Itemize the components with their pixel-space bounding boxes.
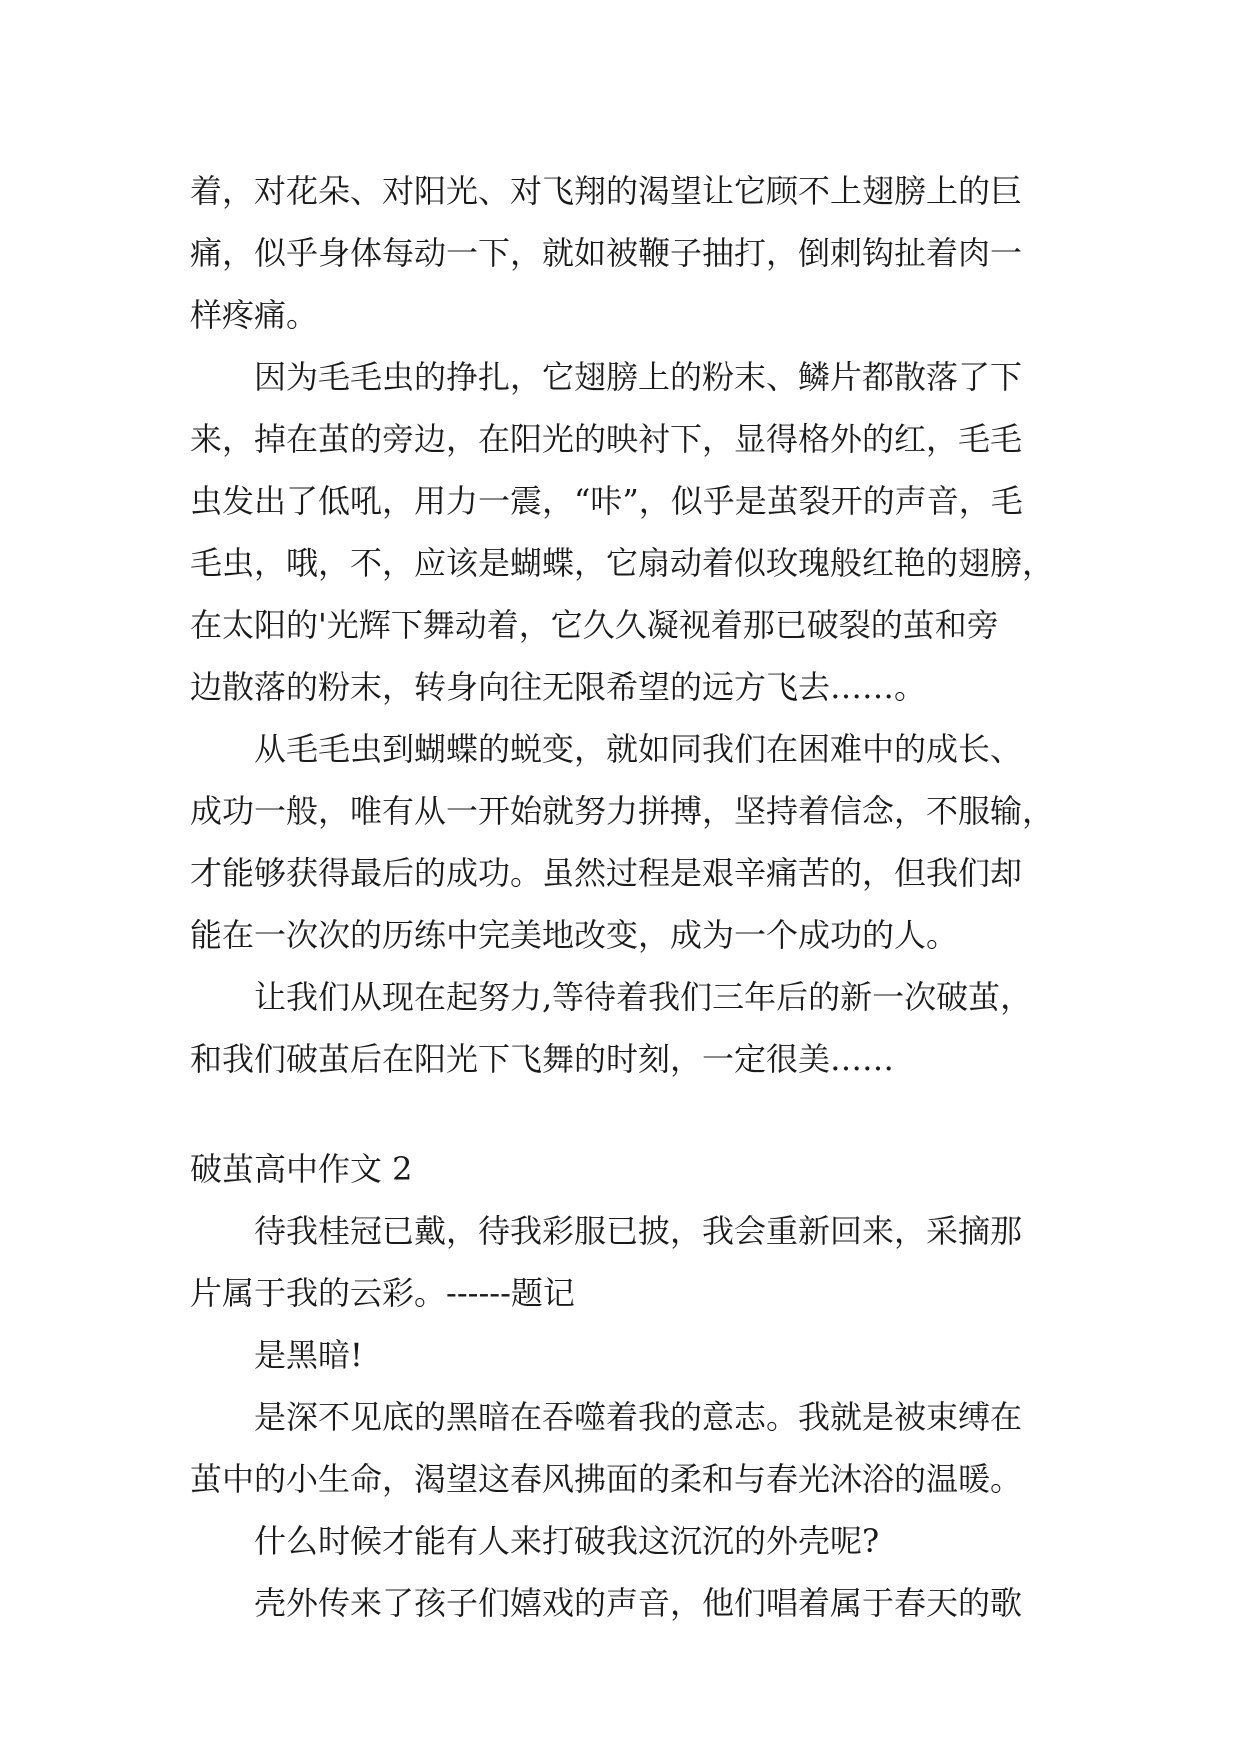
text-line: 能在一次次的历练中完美地改变，成为一个成功的人。 [190, 916, 959, 954]
paragraph [190, 1572, 1060, 1634]
paragraph [190, 1510, 1060, 1572]
text-line: 壳外传来了孩子们嬉戏的声音，他们唱着属于春天的歌 [254, 1584, 1023, 1622]
section-title: 破茧高中作文 2 [190, 1150, 413, 1188]
text-line: 样疼痛。 [190, 296, 319, 334]
text-line: 和我们破茧后在阳光下飞舞的时刻，一定很美…… [190, 1040, 895, 1078]
text-line: 虫发出了低吼，用力一震，“咔”，似乎是茧裂开的声音，毛 [190, 482, 1023, 520]
text-line: 片属于我的云彩。------题记 [190, 1274, 575, 1312]
text-line: 毛虫，哦，不，应该是蝴蝶，它扇动着似玫瑰般红艳的翅膀， [190, 544, 1055, 582]
text-line: 着，对花朵、对阳光、对飞翔的渴望让它顾不上翅膀上的巨 [190, 172, 1023, 210]
text-line: 边散落的粉末，转身向往无限希望的远方飞去……。 [190, 668, 927, 706]
text-line: 茧中的小生命，渴望这春风拂面的柔和与春光沐浴的温暖。 [190, 1460, 1023, 1498]
text-line: 从毛毛虫到蝴蝶的蜕变，就如同我们在困难中的成长、 [254, 730, 1023, 768]
text-line: 是黑暗! [254, 1336, 363, 1374]
paragraph [190, 1200, 1060, 1324]
paragraph [190, 1386, 1060, 1510]
paragraph [190, 966, 1060, 1090]
text-line: 是深不见底的黑暗在吞噬着我的意志。我就是被束缚在 [254, 1398, 1023, 1436]
text-line: 待我桂冠已戴，待我彩服已披，我会重新回来，采摘那 [254, 1212, 1023, 1250]
text-line: 成功一般，唯有从一开始就努力拼搏，坚持着信念，不服输， [190, 792, 1055, 830]
paragraph [190, 1324, 1060, 1386]
text-line: 让我们从现在起努力,等待着我们三年后的新一次破茧， [254, 978, 1033, 1016]
document-body [190, 160, 1060, 1634]
text-line: 痛，似乎身体每动一下，就如被鞭子抽打，倒刺钩扯着肉一 [190, 234, 1023, 272]
text-line: 因为毛毛虫的挣扎，它翅膀上的粉末、鳞片都散落了下 [254, 358, 1023, 396]
section-spacer [190, 1090, 1060, 1138]
text-line: 来，掉在茧的旁边，在阳光的映衬下，显得格外的红，毛毛 [190, 420, 1023, 458]
text-line: 才能够获得最后的成功。虽然过程是艰辛痛苦的，但我们却 [190, 854, 1023, 892]
paragraph [190, 346, 1060, 718]
text-line: 什么时候才能有人来打破我这沉沉的外壳呢? [254, 1522, 880, 1560]
paragraph [190, 160, 1060, 346]
text-line: 在太阳的'光辉下舞动着，它久久凝视着那已破裂的茧和旁 [190, 606, 999, 644]
paragraph [190, 718, 1060, 966]
